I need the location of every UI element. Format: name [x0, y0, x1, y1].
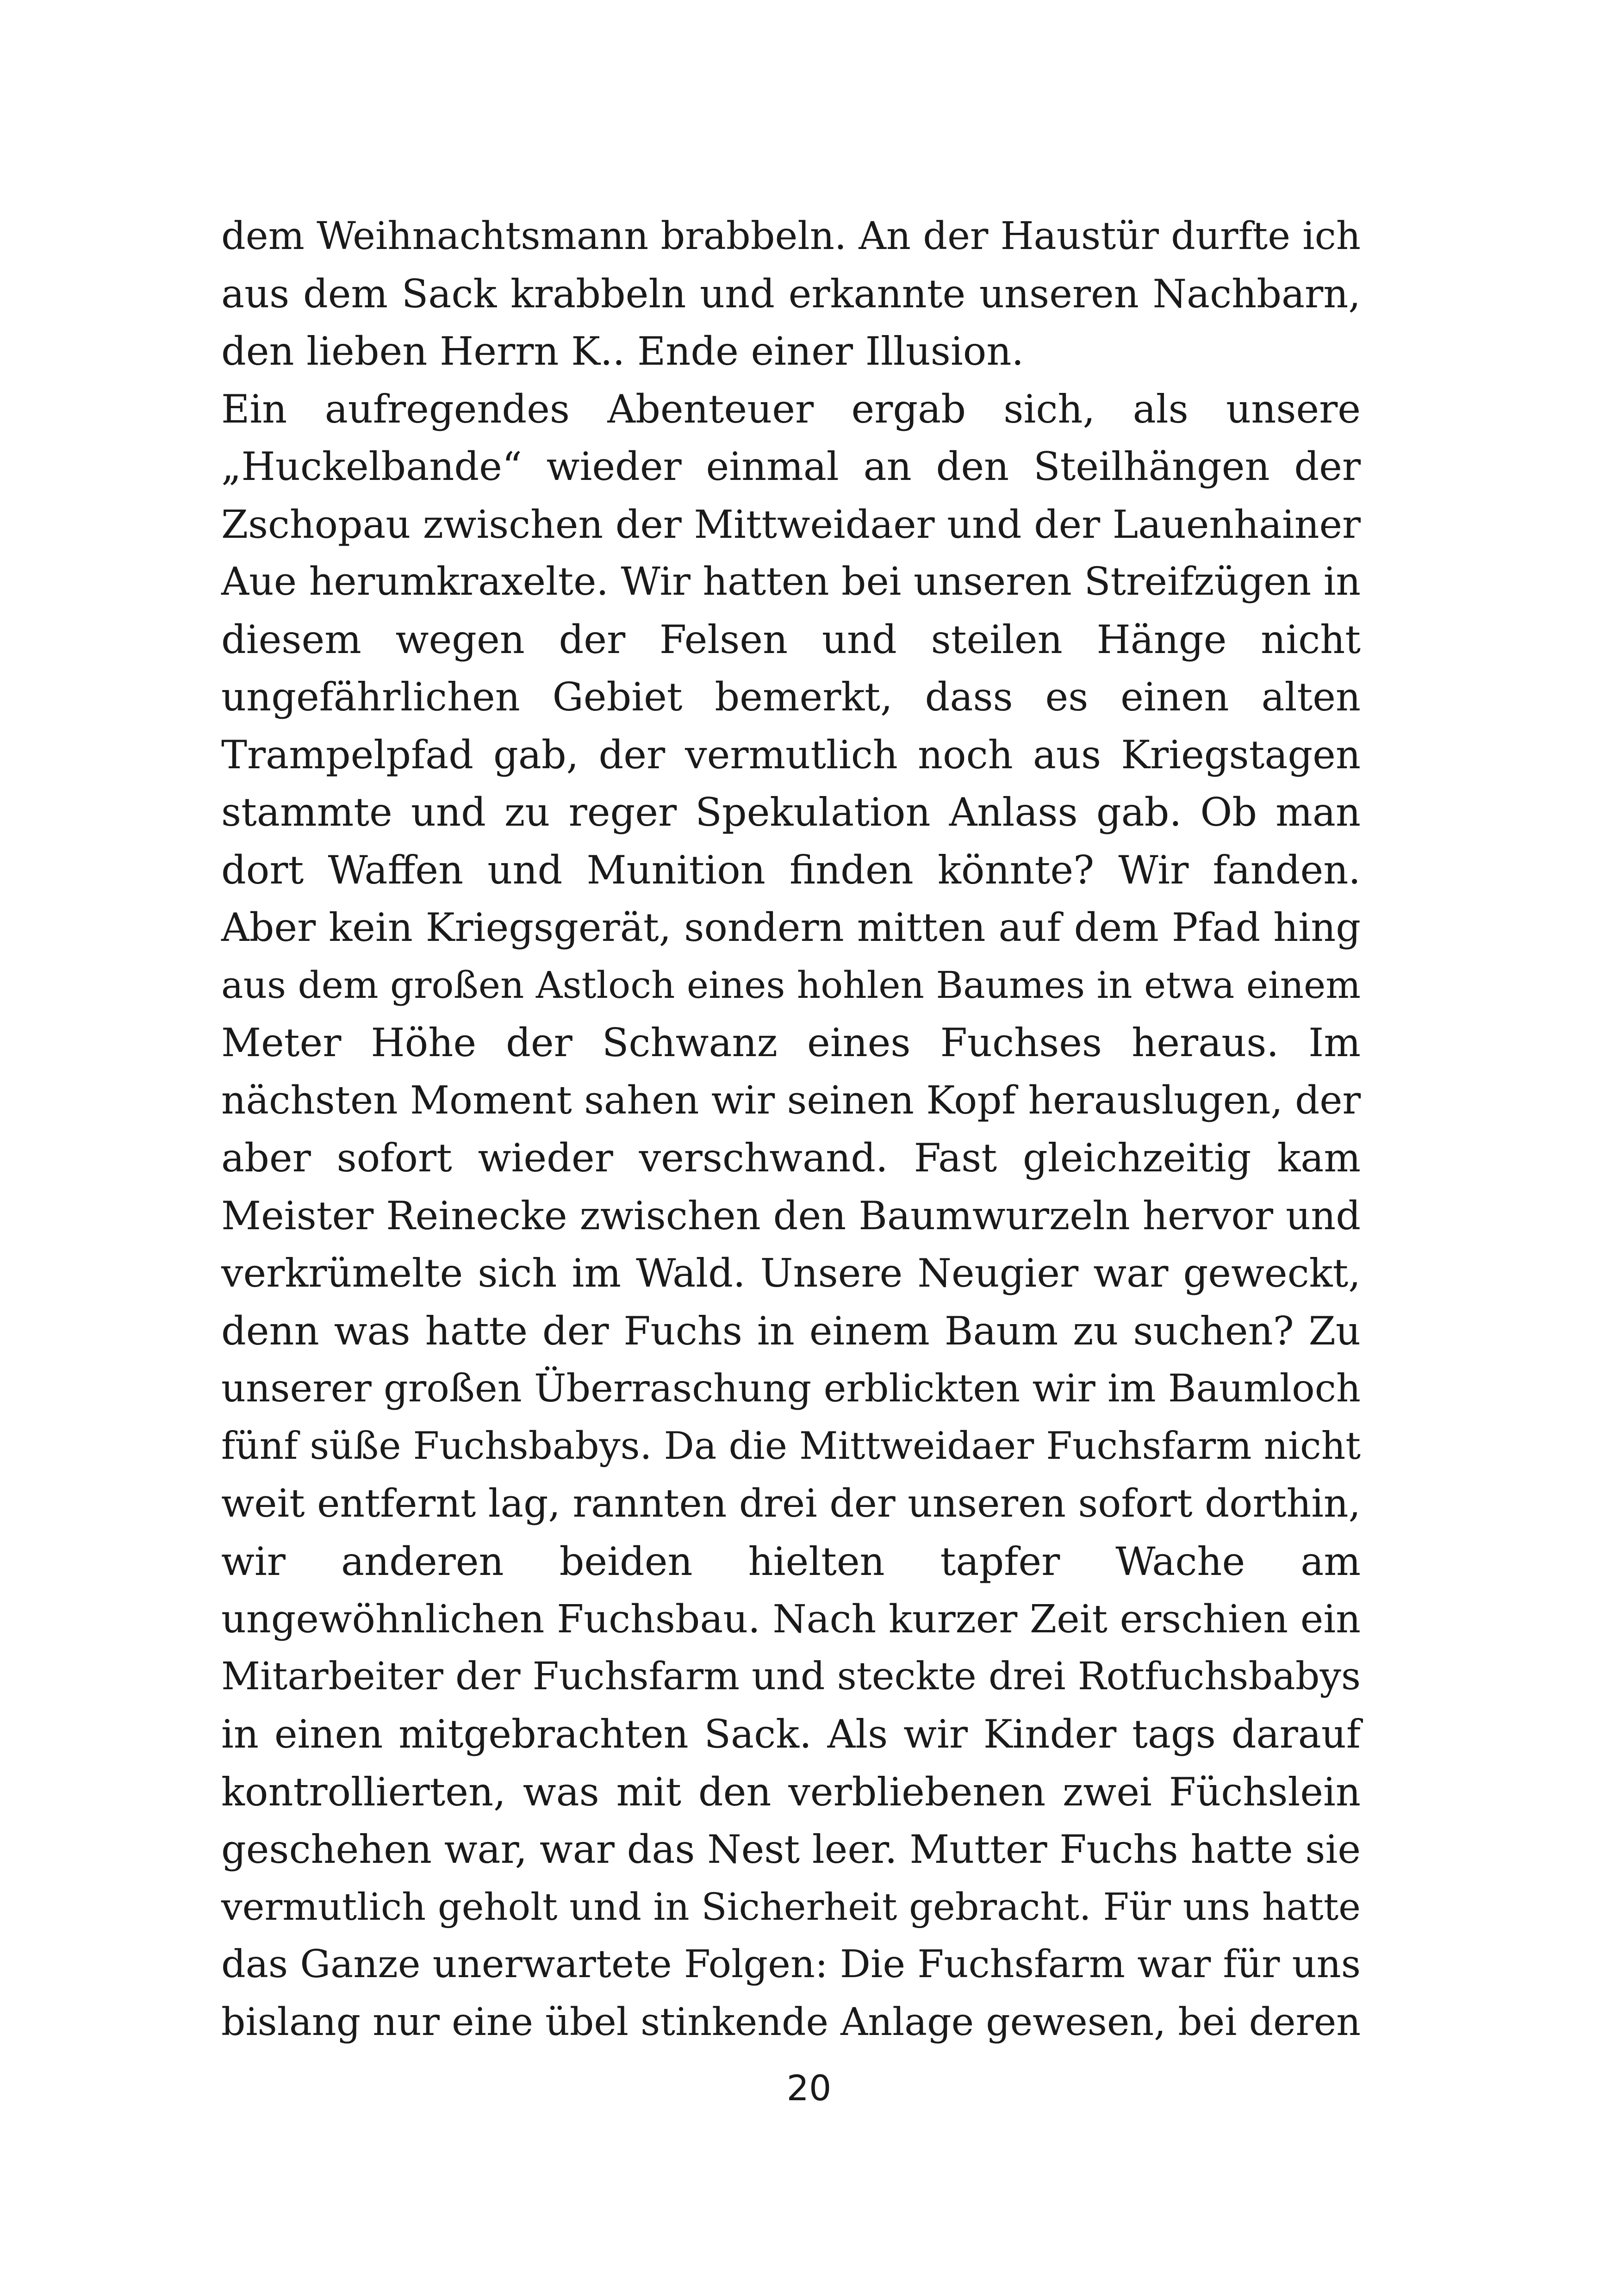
text-line: den lieben Herrn K.. Ende einer Illusion. — [221, 329, 1024, 374]
text-line: Meter Höhe der Schwanz eines Fuchses heraus. Im — [221, 1020, 1361, 1065]
text-line: Aue herumkraxelte. Wir hatten bei unseren Streifzügen in — [221, 559, 1361, 604]
text-line: denn was hatte der Fuchs in einem Baum zu suchen? Zu — [221, 1308, 1361, 1354]
text-line: unserer großen Überraschung erblickten wir im Baumloch — [221, 1366, 1361, 1411]
text-line: dem Weihnachtsmann brabbeln. An der Haustür durfte ich — [221, 214, 1361, 258]
text-line: Aber kein Kriegsgerät, sondern mitten auf dem Pfad hing — [221, 905, 1361, 950]
text-line: nächsten Moment sahen wir seinen Kopf herauslugen, der — [221, 1077, 1361, 1123]
text-line: Trampelpfad gab, der vermutlich noch aus Kriegstagen — [221, 732, 1361, 778]
text-line: aus dem Sack krabbeln und erkannte unseren Nachbarn, — [221, 271, 1361, 317]
text-line: wir anderen beiden hielten tapfer Wache am — [221, 1538, 1361, 1584]
text-line: aber sofort wieder verschwand. Fast gleichzeitig kam — [221, 1135, 1361, 1181]
text-line: vermutlich geholt und in Sicherheit gebracht. Für uns hatte — [221, 1885, 1361, 1929]
text-line: Ein aufregendes Abenteuer ergab sich, als unsere — [221, 386, 1361, 432]
text-line: aus dem großen Astloch eines hohlen Baumes in etwa einem — [221, 963, 1361, 1007]
text-line: weit entfernt lag, rannten drei der unseren sofort dorthin, — [221, 1481, 1361, 1526]
text-line: diesem wegen der Felsen und steilen Hänge nicht — [221, 616, 1361, 662]
text-line: Meister Reinecke zwischen den Baumwurzeln hervor und — [221, 1193, 1361, 1238]
text-line: geschehen war, war das Nest leer. Mutter Fuchs hatte sie — [221, 1827, 1361, 1872]
text-line: dort Waffen und Munition finden könnte? Wir fanden. — [221, 847, 1361, 893]
text-line: das Ganze unerwartete Folgen: Die Fuchsfarm war für uns — [221, 1942, 1361, 1986]
text-line: kontrollierten, was mit den verbliebenen zwei Füchslein — [221, 1769, 1361, 1815]
text-line: verkrümelte sich im Wald. Unsere Neugier war geweckt, — [221, 1251, 1361, 1296]
page-number: 20 — [786, 2067, 832, 2109]
text-line: fünf süße Fuchsbabys. Da die Mittweidaer Fuchsfarm nicht — [221, 1424, 1361, 1468]
text-line: Zschopau zwischen der Mittweidaer und der Lauenhainer — [221, 501, 1361, 547]
text-line: ungewöhnlichen Fuchsbau. Nach kurzer Zeit erschien ein — [221, 1596, 1361, 1642]
text-line: Mitarbeiter der Fuchsfarm und steckte drei Rotfuchsbabys — [221, 1654, 1361, 1699]
body-text — [221, 207, 1361, 2051]
text-line: „Huckelbande“ wieder einmal an den Steilhängen der — [221, 444, 1361, 489]
text-line: stammte und zu reger Spekulation Anlass gab. Ob man — [221, 790, 1361, 835]
text-line: bislang nur eine übel stinkende Anlage gewesen, bei deren — [221, 2000, 1361, 2044]
text-line: in einen mitgebrachten Sack. Als wir Kinder tags darauf — [221, 1711, 1361, 1757]
text-line: ungefährlichen Gebiet bemerkt, dass es einen alten — [221, 674, 1361, 720]
